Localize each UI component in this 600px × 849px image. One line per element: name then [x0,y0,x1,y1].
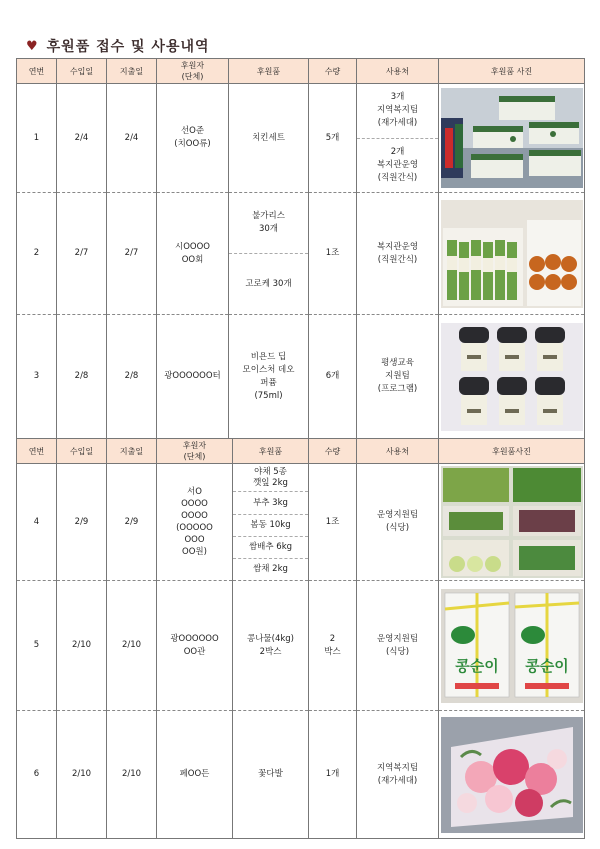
cell-in-date: 2/10 [57,711,107,839]
cell-no: 6 [17,711,57,839]
cell-out-date: 2/4 [107,84,157,193]
cell-qty: 1개 [309,711,357,839]
cell-donor: 시OOOO OO회 [157,193,229,315]
page-title [26,36,210,56]
cell-qty: 1조 [309,193,357,315]
cell-out-date: 2/7 [107,193,157,315]
header-in-date: 수입일 [57,59,107,84]
cell-donor: 서O OOOO OOOO (OOOOO OOO OO원) [157,464,233,581]
cell-photo [439,711,585,839]
table-header-row [17,59,585,84]
cell-item-split [229,193,309,315]
cell-no: 3 [17,315,57,439]
bean-sprout-boxes-photo [441,589,583,703]
cell-usage: 2개 복지관운영 (직원간식) [357,138,438,193]
cell-usage: 지역복지팀 (재가세대) [357,711,439,839]
header-in-date: 수입일 [57,439,107,464]
page-title-text: 후원품 접수 및 사용내역 [46,39,210,55]
table-row [17,84,585,193]
cell-usage: 3개 지역복지팀 (재가세대) [376,92,419,129]
header-donor: 후원자 (단체) [157,439,233,464]
cell-qty: 2 박스 [309,581,357,711]
header-out-date: 지출일 [107,439,157,464]
chicken-boxes-photo [441,88,583,188]
cell-photo [439,84,585,193]
cell-item: 쌈배추 6kg [233,536,308,558]
header-donor: 후원자 (단체) [157,59,229,84]
deodorant-bottles-photo [441,323,583,431]
header-qty: 수량 [309,59,357,84]
cell-usage: 운영지원팀 (식당) [357,581,439,711]
table-row [17,464,585,581]
cell-in-date: 2/8 [57,315,107,439]
cell-photo [439,464,585,581]
heart-icon: ♥ [26,38,39,54]
cell-item: 불가리스 30개 [252,211,285,234]
flower-bouquet-photo [441,717,583,833]
table-row [17,315,585,439]
cell-in-date: 2/4 [57,84,107,193]
header-usage: 사용처 [357,59,439,84]
cell-usage-split [357,84,439,193]
table-header-row [17,439,585,464]
donation-table-1 [16,58,585,439]
cell-qty: 6개 [309,315,357,439]
header-no: 연번 [17,59,57,84]
cell-donor: 광OOOOOO OO관 [157,581,233,711]
header-out-date: 지출일 [107,59,157,84]
cell-no: 5 [17,581,57,711]
cell-no: 2 [17,193,57,315]
cell-in-date: 2/10 [57,581,107,711]
cell-item: 꽃다발 [233,711,309,839]
cell-item: 콩나물(4kg) 2박스 [233,581,309,711]
cell-usage: 평생교육 지원팀 (프로그램) [357,315,439,439]
header-qty: 수량 [309,439,357,464]
cell-photo [439,193,585,315]
cell-donor: 페OO든 [157,711,233,839]
cell-qty: 5개 [309,84,357,193]
cell-out-date: 2/9 [107,464,157,581]
cell-in-date: 2/9 [57,464,107,581]
cell-qty: 1조 [309,464,357,581]
cell-donor: 선O준 (치OO류) [157,84,229,193]
cell-item: 쌈채 2kg [233,558,308,580]
cell-item: 치킨세트 [229,84,309,193]
header-photo: 후원품 사진 [439,59,585,84]
cell-item: 부추 3kg [233,491,308,513]
table-row [17,711,585,839]
header-item: 후원품 [233,439,309,464]
header-no: 연번 [17,439,57,464]
cell-donor: 광OOOOOO터 [157,315,229,439]
cell-photo [439,315,585,439]
header-usage: 사용처 [357,439,439,464]
cell-no: 4 [17,464,57,581]
cell-in-date: 2/7 [57,193,107,315]
table-row [17,193,585,315]
header-photo: 후원품사진 [439,439,585,464]
yogurt-croquette-photo [441,200,583,308]
cell-item: 비욘드 딥 모이스처 데오 퍼퓸 (75ml) [229,315,309,439]
cell-usage: 복지관운영 (직원간식) [357,193,439,315]
cell-out-date: 2/10 [107,581,157,711]
donation-table-2 [16,438,585,839]
box-logo-text: 콩순이 [454,656,499,675]
cell-out-date: 2/8 [107,315,157,439]
box-logo-text: 콩순이 [524,656,569,675]
cell-photo [439,581,585,711]
cell-item-split [233,464,309,581]
cell-item: 고로케 30개 [229,253,308,314]
table-row [17,581,585,711]
vegetables-photo [441,466,583,578]
header-item: 후원품 [229,59,309,84]
cell-usage: 운영지원팀 (식당) [357,464,439,581]
cell-item: 봄동 10kg [233,514,308,536]
cell-item: 야채 5종 깻잎 2kg [253,466,288,488]
cell-out-date: 2/10 [107,711,157,839]
cell-no: 1 [17,84,57,193]
